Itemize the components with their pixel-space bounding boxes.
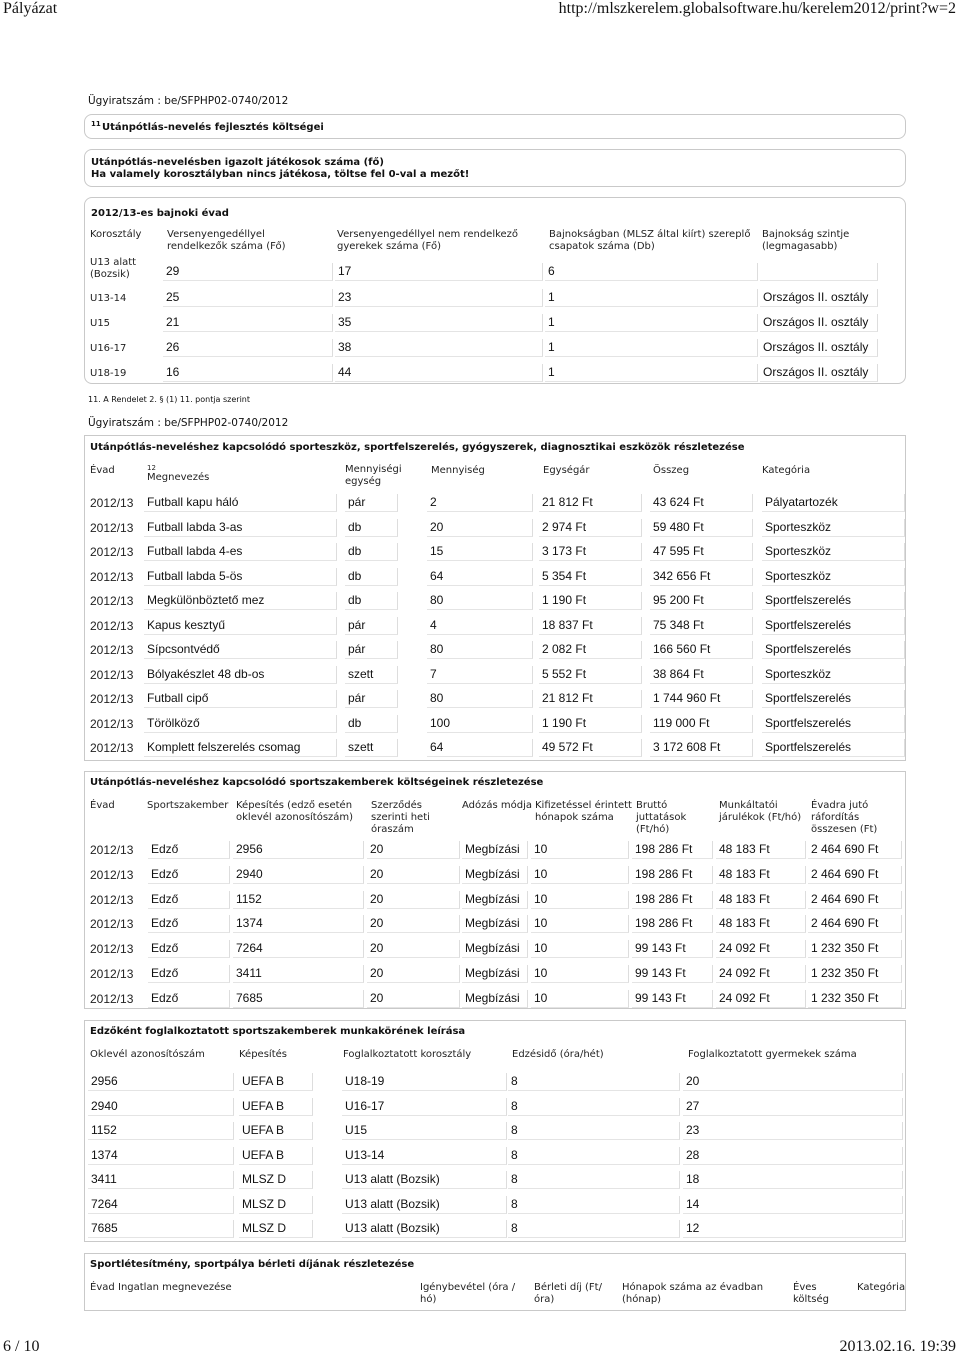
- staff-cell: 20: [367, 866, 460, 884]
- coach-cell: MLSZ D: [239, 1220, 313, 1238]
- equip-cell: 2012/13: [90, 618, 134, 633]
- equip-cell: Sípcsontvédő: [144, 641, 337, 659]
- coach-cell: 3411: [88, 1171, 234, 1189]
- coach-cell: UEFA B: [239, 1122, 313, 1140]
- equip-cell: Törölköző: [144, 715, 337, 733]
- equip-footnote-marker: 12: [147, 464, 156, 472]
- staff-cell: 2012/13: [90, 917, 134, 932]
- registered-players-title: Utánpótlás-nevelésben igazolt játékosok száma (fő): [91, 157, 384, 168]
- equip-cell: pár: [345, 494, 398, 512]
- registered-players-box: [84, 149, 906, 187]
- staff-cell: 1 232 350 Ft: [808, 965, 902, 983]
- coach-cell: 27: [683, 1098, 903, 1116]
- staff-header: Képesítés (edző esetén oklevél azonosítószám): [236, 800, 354, 823]
- age-group-label: U16-17: [90, 343, 127, 354]
- staff-cell: 10: [531, 915, 629, 933]
- coach-header: Oklevél azonosítószám: [90, 1049, 205, 1060]
- staff-cell: Edző: [148, 940, 230, 958]
- coach-cell: U13 alatt (Bozsik): [342, 1196, 507, 1214]
- season-value-lic: 29: [163, 263, 333, 281]
- equip-cell: 100: [427, 715, 533, 733]
- equip-cell: Pályatartozék: [762, 494, 905, 512]
- equip-cell: 20: [427, 519, 533, 537]
- section-11-title: Utánpótlás-nevelés fejlesztés költségei: [102, 122, 324, 133]
- staff-cell: 10: [531, 965, 629, 983]
- equip-cell: 75 348 Ft: [650, 617, 753, 635]
- section-11-box: [84, 114, 906, 139]
- staff-cell: 99 143 Ft: [632, 965, 713, 983]
- staff-cell: 48 183 Ft: [716, 915, 806, 933]
- equip-cell: 5 552 Ft: [539, 666, 642, 684]
- staff-cell: 2012/13: [90, 892, 134, 907]
- facility-header: Éves költség: [793, 1282, 829, 1305]
- coach-cell: 8: [508, 1171, 680, 1189]
- coach-cell: 8: [508, 1073, 680, 1091]
- file-number: Ügyiratszám : be/SFPHP02-0740/2012: [88, 95, 289, 107]
- coach-cell: 1152: [88, 1122, 234, 1140]
- equip-cell: Sportfelszerelés: [762, 739, 905, 757]
- season-value-nolic: 44: [335, 364, 543, 382]
- staff-cell: 20: [367, 965, 460, 983]
- equip-cell: pár: [345, 641, 398, 659]
- file-number-2: Ügyiratszám : be/SFPHP02-0740/2012: [88, 417, 289, 429]
- season-value-teams: 1: [545, 364, 758, 382]
- staff-cell: 2 464 690 Ft: [808, 841, 902, 859]
- staff-cell: 198 286 Ft: [632, 866, 713, 884]
- coach-header: Foglalkoztatott korosztály: [343, 1049, 472, 1060]
- regulation-note: 11. A Rendelet 2. § (1) 11. pontja szerint: [88, 395, 251, 404]
- coach-cell: MLSZ D: [239, 1196, 313, 1214]
- staff-cell: 2012/13: [90, 867, 134, 882]
- season-value-lic: 25: [163, 289, 333, 307]
- equip-cell: 2012/13: [90, 520, 134, 535]
- staff-cell: 99 143 Ft: [632, 990, 713, 1008]
- equip-header-qty: Mennyiség: [431, 465, 485, 476]
- coach-cell: U13 alatt (Bozsik): [342, 1220, 507, 1238]
- staff-cell: 24 092 Ft: [716, 940, 806, 958]
- equip-cell: 80: [427, 592, 533, 610]
- equip-cell: 59 480 Ft: [650, 519, 753, 537]
- coach-cell: 12: [683, 1220, 903, 1238]
- equip-cell: 2012/13: [90, 692, 134, 706]
- staff-cell: 3411: [233, 965, 364, 983]
- staff-title: Utánpótlás-neveléshez kapcsolódó sportszakemberek költségeinek részletezése: [90, 777, 544, 788]
- staff-cell: 20: [367, 841, 460, 859]
- equip-cell: 15: [427, 543, 533, 561]
- equip-cell: db: [345, 519, 398, 537]
- coaches-title: Edzőként foglalkoztatott sportszakemberek munkakörének leírása: [90, 1026, 466, 1037]
- staff-cell: 48 183 Ft: [716, 891, 806, 909]
- equip-cell: 1 744 960 Ft: [650, 690, 753, 708]
- equip-cell: 2 974 Ft: [539, 519, 642, 537]
- coach-cell: U13 alatt (Bozsik): [342, 1171, 507, 1189]
- equip-cell: 95 200 Ft: [650, 592, 753, 610]
- equip-cell: 1 190 Ft: [539, 715, 642, 733]
- equip-cell: Megkülönböztető mez: [144, 592, 337, 610]
- age-group-label: U15: [90, 318, 111, 329]
- equip-cell: 2012/13: [90, 594, 134, 608]
- facility-header: Igénybevétel (óra / hó): [420, 1282, 516, 1305]
- equip-cell: 7: [427, 666, 533, 684]
- equip-cell: 64: [427, 739, 533, 757]
- staff-cell: 10: [531, 841, 629, 859]
- facility-header: Kategória: [857, 1282, 906, 1293]
- equip-cell: 166 560 Ft: [650, 641, 753, 659]
- equip-cell: 2012/13: [90, 496, 134, 510]
- equip-header-unit-price: Egységár: [543, 465, 590, 476]
- season-value-teams: 1: [545, 314, 758, 332]
- staff-cell: Edző: [148, 841, 230, 859]
- equip-cell: Futball kapu háló: [144, 494, 337, 512]
- equip-cell: 4: [427, 617, 533, 635]
- equip-header-total: Összeg: [653, 465, 690, 476]
- coach-header: Képesítés: [239, 1049, 287, 1060]
- staff-cell: 2012/13: [90, 967, 134, 981]
- staff-cell: 2012/13: [90, 991, 134, 1006]
- staff-cell: 10: [531, 866, 629, 884]
- season-value-teams: 1: [545, 339, 758, 357]
- staff-header: Kifizetéssel érintett hónapok száma: [535, 800, 632, 823]
- equip-cell: 5 354 Ft: [539, 568, 642, 586]
- staff-cell: 10: [531, 990, 629, 1008]
- equip-cell: 342 656 Ft: [650, 568, 753, 586]
- season-value-nolic: 23: [335, 289, 543, 307]
- coach-cell: U16-17: [342, 1098, 507, 1116]
- equip-cell: 38 864 Ft: [650, 666, 753, 684]
- staff-cell: 99 143 Ft: [632, 940, 713, 958]
- staff-header: Munkáltatói járulékok (Ft/hó): [719, 800, 802, 823]
- equip-cell: 18 837 Ft: [539, 617, 642, 635]
- staff-cell: 1 232 350 Ft: [808, 940, 902, 958]
- equip-cell: Kapus kesztyű: [144, 617, 337, 635]
- staff-cell: 2 464 690 Ft: [808, 891, 902, 909]
- coach-cell: 8: [508, 1147, 680, 1165]
- staff-header: Évad: [90, 800, 115, 811]
- coach-cell: 2956: [88, 1073, 234, 1091]
- equip-cell: 43 624 Ft: [650, 494, 753, 512]
- staff-cell: Megbízási: [462, 866, 528, 884]
- facility-header: Bérleti díj (Ft/óra): [534, 1282, 602, 1305]
- coach-cell: 8: [508, 1196, 680, 1214]
- season-value-nolic: 17: [335, 263, 543, 281]
- equip-cell: szett: [345, 666, 398, 684]
- staff-cell: 198 286 Ft: [632, 915, 713, 933]
- page-number: 6 / 10: [3, 1338, 40, 1355]
- staff-cell: 2956: [233, 841, 364, 859]
- coach-cell: U15: [342, 1122, 507, 1140]
- equip-cell: db: [345, 568, 398, 586]
- equip-cell: 2012/13: [90, 716, 134, 731]
- season-value-level: Országos II. osztály: [760, 339, 878, 357]
- header-url: http://mlszkerelem.globalsoftware.hu/kerelem2012/print?w=2: [558, 0, 956, 17]
- staff-cell: 20: [367, 990, 460, 1008]
- equip-cell: 80: [427, 641, 533, 659]
- staff-cell: 24 092 Ft: [716, 965, 806, 983]
- staff-header: Bruttó juttatások (Ft/hó): [636, 800, 687, 835]
- equip-cell: Futball cipő: [144, 690, 337, 708]
- equip-cell: 49 572 Ft: [539, 739, 642, 757]
- equip-cell: 1 190 Ft: [539, 592, 642, 610]
- season-header: Versenyengedéllyel nem rendelkező gyerekek száma (Fő): [337, 229, 519, 252]
- staff-cell: 1152: [233, 891, 364, 909]
- season-title: 2012/13-es bajnoki évad: [91, 208, 229, 219]
- equip-cell: Futball labda 5-ös: [144, 568, 337, 586]
- equip-cell: db: [345, 592, 398, 610]
- equip-cell: 3 172 608 Ft: [650, 739, 753, 757]
- staff-cell: Edző: [148, 990, 230, 1008]
- equip-cell: pár: [345, 690, 398, 708]
- equip-header-name: Megnevezés: [147, 472, 210, 483]
- age-group-label: U13 alatt (Bozsik): [90, 257, 137, 280]
- equip-cell: Sportfelszerelés: [762, 690, 905, 708]
- equip-header-unit: Mennyiségi egység: [345, 464, 402, 487]
- season-value-level: Országos II. osztály: [760, 314, 878, 332]
- staff-cell: Megbízási: [462, 990, 528, 1008]
- equipment-title: Utánpótlás-neveléshez kapcsolódó sporteszköz, sportfelszerelés, gyógyszerek, diagnosztikai eszközök részletezése: [90, 442, 745, 453]
- coach-cell: 18: [683, 1171, 903, 1189]
- season-header: Bajnokság szintje (legmagasabb): [762, 229, 850, 252]
- staff-cell: Megbízási: [462, 841, 528, 859]
- header-title: Pályázat: [3, 0, 58, 17]
- staff-cell: 48 183 Ft: [716, 866, 806, 884]
- staff-cell: 2 464 690 Ft: [808, 866, 902, 884]
- equip-cell: Sporteszköz: [762, 519, 905, 537]
- season-value-nolic: 35: [335, 314, 543, 332]
- equip-cell: db: [345, 715, 398, 733]
- equip-cell: Sportfelszerelés: [762, 715, 905, 733]
- season-value-teams: 1: [545, 289, 758, 307]
- equip-cell: 21 812 Ft: [539, 494, 642, 512]
- equip-cell: 119 000 Ft: [650, 715, 753, 733]
- equip-cell: Bólyakészlet 48 db-os: [144, 666, 337, 684]
- coach-cell: UEFA B: [239, 1073, 313, 1091]
- equip-cell: Komplett felszerelés csomag: [144, 739, 337, 757]
- staff-cell: Megbízási: [462, 940, 528, 958]
- season-header: Bajnokságban (MLSZ által kiírt) szereplő csapatok száma (Db): [549, 229, 751, 252]
- equip-cell: 80: [427, 690, 533, 708]
- equip-cell: 21 812 Ft: [539, 690, 642, 708]
- staff-header: Szerződés szerinti heti óraszám: [371, 800, 430, 835]
- staff-cell: Edző: [148, 915, 230, 933]
- staff-cell: 2940: [233, 866, 364, 884]
- staff-cell: 198 286 Ft: [632, 841, 713, 859]
- coach-cell: 8: [508, 1220, 680, 1238]
- coach-header: Foglalkoztatott gyermekek száma: [688, 1049, 857, 1060]
- staff-cell: Edző: [148, 891, 230, 909]
- age-group-label: U13-14: [90, 293, 127, 304]
- equip-header-season: Évad: [90, 465, 115, 476]
- coach-cell: UEFA B: [239, 1098, 313, 1116]
- coach-cell: 14: [683, 1196, 903, 1214]
- staff-cell: 20: [367, 891, 460, 909]
- equip-cell: Sporteszköz: [762, 543, 905, 561]
- season-value-teams: 6: [545, 263, 758, 281]
- coach-cell: 20: [683, 1073, 903, 1091]
- staff-cell: Edző: [148, 866, 230, 884]
- equip-cell: 2: [427, 494, 533, 512]
- staff-cell: 20: [367, 940, 460, 958]
- equip-cell: Sporteszköz: [762, 568, 905, 586]
- equip-cell: Sportfelszerelés: [762, 641, 905, 659]
- staff-cell: 20: [367, 915, 460, 933]
- equip-cell: pár: [345, 617, 398, 635]
- age-group-label: U18-19: [90, 368, 127, 379]
- staff-header: Sportszakember: [147, 800, 229, 811]
- coach-cell: 23: [683, 1122, 903, 1140]
- equip-cell: Futball labda 4-es: [144, 543, 337, 561]
- equip-cell: 47 595 Ft: [650, 543, 753, 561]
- equip-cell: 3 173 Ft: [539, 543, 642, 561]
- equip-cell: 2012/13: [90, 667, 134, 682]
- equip-cell: db: [345, 543, 398, 561]
- section-footnote-marker: 11: [91, 120, 101, 128]
- coach-cell: U18-19: [342, 1073, 507, 1091]
- staff-cell: 7264: [233, 940, 364, 958]
- season-value-lic: 16: [163, 364, 333, 382]
- coach-cell: UEFA B: [239, 1147, 313, 1165]
- print-timestamp: 2013.02.16. 19:39: [839, 1338, 956, 1355]
- staff-cell: Edző: [148, 965, 230, 983]
- season-value-level: [760, 263, 878, 281]
- equip-cell: 2 082 Ft: [539, 641, 642, 659]
- coach-cell: 8: [508, 1122, 680, 1140]
- staff-cell: 10: [531, 940, 629, 958]
- facility-header: Hónapok száma az évadban (hónap): [622, 1282, 764, 1305]
- coach-cell: MLSZ D: [239, 1171, 313, 1189]
- coach-cell: 1374: [88, 1147, 234, 1165]
- season-value-level: Országos II. osztály: [760, 364, 878, 382]
- coach-cell: 28: [683, 1147, 903, 1165]
- staff-cell: 2 464 690 Ft: [808, 915, 902, 933]
- equip-cell: 2012/13: [90, 569, 134, 584]
- coach-cell: 2940: [88, 1098, 234, 1116]
- equip-header-category: Kategória: [762, 465, 811, 476]
- equip-cell: 2012/13: [90, 545, 134, 559]
- fill-zero-instruction: Ha valamely korosztályban nincs játékosa, töltse fel 0-val a mezőt!: [91, 169, 470, 180]
- equip-cell: Sportfelszerelés: [762, 592, 905, 610]
- staff-header: Évadra jutó ráfordítás összesen (Ft): [811, 800, 878, 835]
- staff-cell: 2012/13: [90, 843, 134, 857]
- facility-title: Sportlétesítmény, sportpálya bérleti díjának részletezése: [90, 1259, 415, 1270]
- staff-header: Adózás módja: [462, 800, 533, 811]
- equip-cell: Sportfelszerelés: [762, 617, 905, 635]
- season-value-level: Országos II. osztály: [760, 289, 878, 307]
- equip-cell: 2012/13: [90, 643, 134, 657]
- staff-cell: 2012/13: [90, 942, 134, 957]
- season-header: Versenyengedéllyel rendelkezők száma (Fő): [167, 229, 286, 252]
- season-header: Korosztály: [90, 229, 142, 240]
- staff-cell: Megbízási: [462, 915, 528, 933]
- staff-cell: 10: [531, 891, 629, 909]
- equip-cell: Sporteszköz: [762, 666, 905, 684]
- staff-cell: Megbízási: [462, 965, 528, 983]
- coach-cell: U13-14: [342, 1147, 507, 1165]
- staff-cell: 7685: [233, 990, 364, 1008]
- staff-cell: 198 286 Ft: [632, 891, 713, 909]
- coach-header: Edzésidő (óra/hét): [512, 1049, 604, 1060]
- season-value-lic: 21: [163, 314, 333, 332]
- staff-cell: 1374: [233, 915, 364, 933]
- equip-cell: 2012/13: [90, 741, 134, 755]
- facility-header: Évad: [90, 1282, 115, 1293]
- staff-cell: Megbízási: [462, 891, 528, 909]
- equip-cell: Futball labda 3-as: [144, 519, 337, 537]
- facility-header: Ingatlan megnevezése: [118, 1282, 232, 1293]
- coach-cell: 7264: [88, 1196, 234, 1214]
- season-value-lic: 26: [163, 339, 333, 357]
- staff-cell: 1 232 350 Ft: [808, 990, 902, 1008]
- staff-cell: 48 183 Ft: [716, 841, 806, 859]
- staff-cell: 24 092 Ft: [716, 990, 806, 1008]
- equip-cell: szett: [345, 739, 398, 757]
- coach-cell: 8: [508, 1098, 680, 1116]
- coach-cell: 7685: [88, 1220, 234, 1238]
- season-value-nolic: 38: [335, 339, 543, 357]
- equip-cell: 64: [427, 568, 533, 586]
